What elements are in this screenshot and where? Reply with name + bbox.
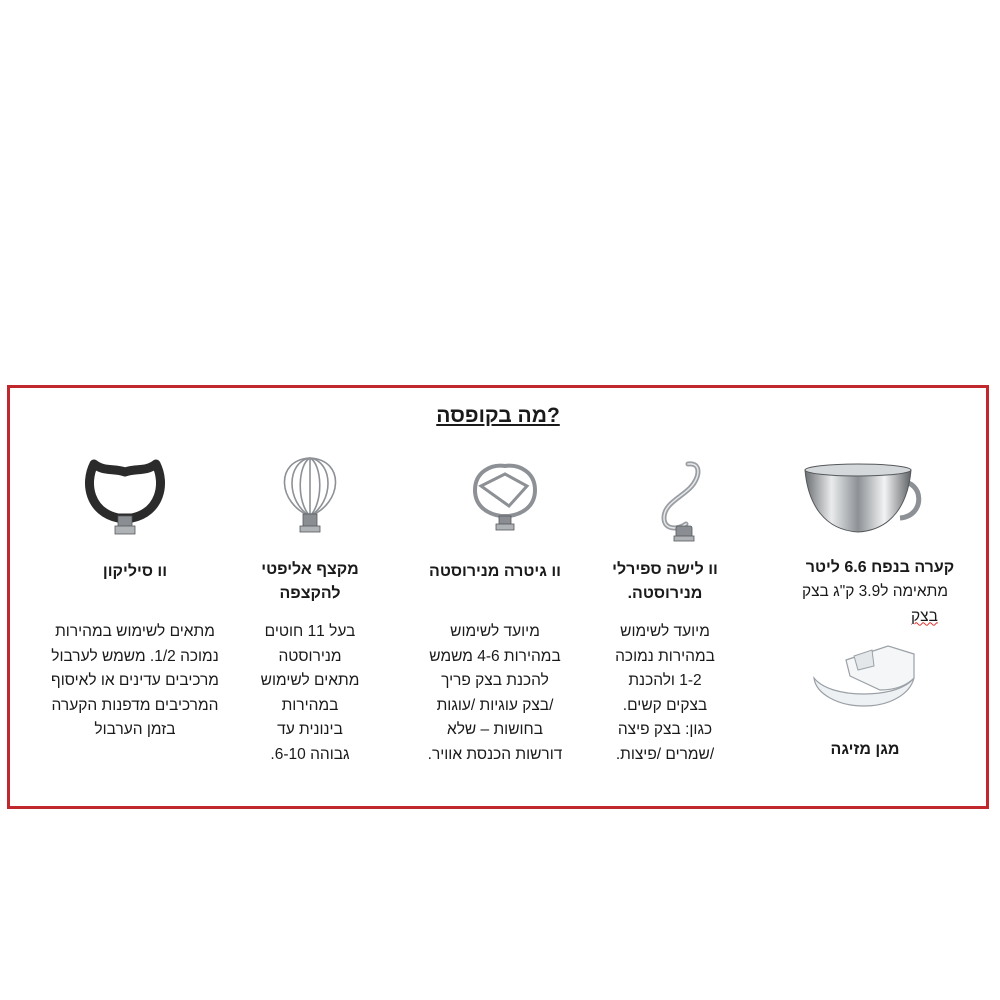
item-bowl	[10, 388, 992, 812]
item-wire-whip	[10, 388, 992, 812]
mixing-bowl-icon	[800, 458, 930, 538]
pouring-shield-icon	[810, 636, 920, 716]
flat-beater-icon	[465, 460, 545, 540]
flex-edge-beater-icon	[80, 454, 170, 544]
item-description: מיועד לשימוש במהירות נמוכה 1-2 ולהכנת בצקים קשים. כגון: בצק פיצה /שמרים /פיצות.	[615, 623, 715, 763]
item-name: וו סיליקון	[102, 563, 168, 580]
desc-line: מתאימה ל3.9 ק"ג בצק	[801, 583, 949, 600]
panel-title: מה בקופסה?	[436, 404, 560, 427]
item-pouring-shield	[10, 388, 992, 812]
item-name: וו לישה ספירלי מנירוסטה.	[612, 561, 718, 602]
item-name: קערה בנפח 6.6 ליטר	[805, 559, 955, 576]
whats-in-the-box-panel	[7, 385, 989, 809]
item-flex-edge-beater	[10, 388, 992, 812]
item-flat-beater	[10, 388, 992, 812]
item-dough-hook	[10, 388, 992, 812]
item-description: בעל 11 חוטים מנירוסטה מתאים לשימוש במהירות בינונית עד גבוהה 6-10.	[260, 623, 360, 763]
desc-line: בצק	[911, 607, 938, 625]
item-description	[780, 580, 970, 629]
wire-whip-icon	[272, 454, 348, 544]
item-name: מגן מזיגה	[830, 741, 900, 758]
item-name: מקצף אליפטי להקצפה	[261, 561, 359, 602]
item-description: מיועד לשימוש במהירות 4-6 משמש להכנת בצק פריך /בצק עוגיות /עוגות בחושות – שלא דורשות הכנסת אוויר.	[427, 623, 563, 763]
dough-hook-icon	[650, 458, 710, 548]
item-description: מתאים לשימוש במהירות נמוכה 1/2. משמש לערבול מרכיבים עדינים או לאיסוף המרכיבים מדפנות הקערה בזמן הערבול	[51, 623, 219, 738]
item-name: וו גיטרה מנירוסטה	[429, 563, 561, 580]
